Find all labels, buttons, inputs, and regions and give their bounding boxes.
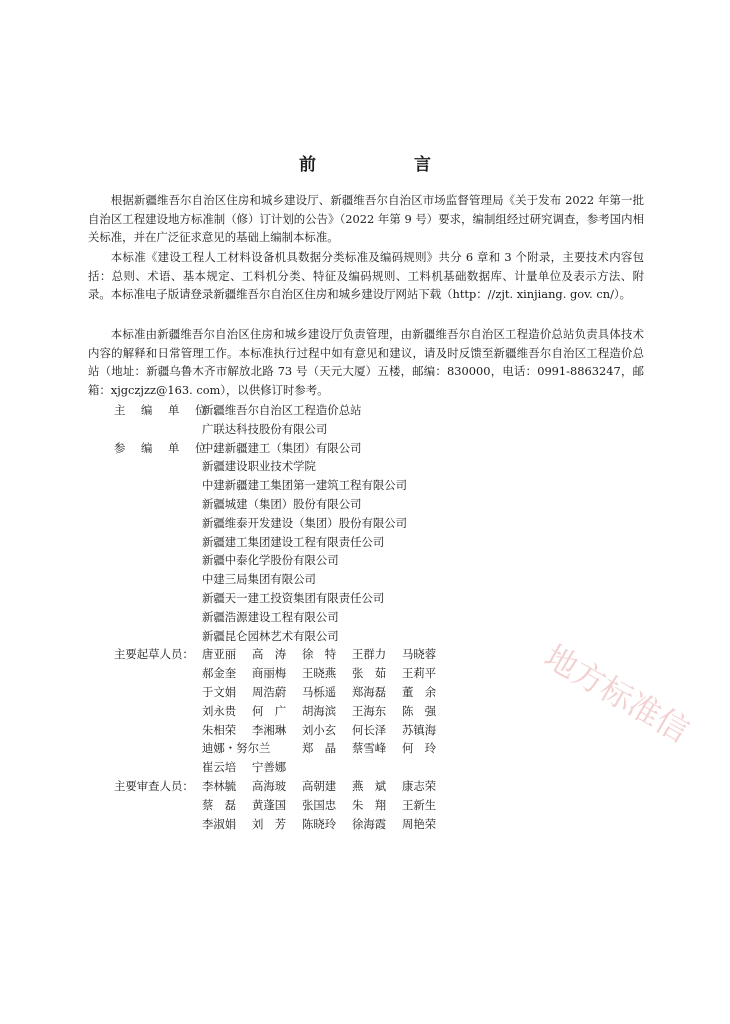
chief-editor-label: 主 编 单 位： xyxy=(114,403,230,417)
org-name: 广联达科技股份有限公司 xyxy=(202,421,328,436)
org-name: 中建三局集团有限公司 xyxy=(202,572,316,587)
person-name: 王莉平 xyxy=(402,666,437,681)
watermark: 地方标准信 xyxy=(538,637,696,751)
person-name: 刘永贵 xyxy=(202,703,237,718)
person-name: 周浩蔚 xyxy=(252,684,287,699)
participating-section xyxy=(114,439,452,646)
person-name: 王群力 xyxy=(352,647,387,662)
preface-paragraph-1: 根据新疆维吾尔自治区住房和城乡建设厅、新疆维吾尔自治区市场监督管理局《关于发布 2022 年第一批自治区工程建设地方标准制（修）订计划的公告》（2022 年第 9 号）要求，编制组经过研究调查，参考国内相关标准，并在广泛征求意见的基础上编制本标准。 xyxy=(88,193,644,245)
person-name: 李淑娟 xyxy=(202,816,237,831)
name-row xyxy=(202,777,452,796)
preface-paragraph-3: 本标准由新疆维吾尔自治区住房和城乡建设厅负责管理，由新疆维吾尔自治区工程造价总站负责具体技术内容的解释和日常管理工作。本标准执行过程中如有意见和建议，请及时反馈至新疆维吾尔自治区工程造价总站（地址：新疆乌鲁木齐市解放北路 73 号（天元大厦）五楼，邮编：830000，电话：0991-8863247，邮箱：xjgczjzz@163. com），以供修订时参考。 xyxy=(88,327,644,397)
name-row xyxy=(202,702,452,721)
person-name: 王新生 xyxy=(402,797,437,812)
person-name: 燕 斌 xyxy=(352,778,387,793)
person-name: 何 广 xyxy=(252,703,287,718)
org-name: 中建新疆建工集团第一建筑工程有限公司 xyxy=(202,478,408,493)
person-name: 何长泽 xyxy=(352,722,387,737)
person-name: 蔡 磊 xyxy=(202,797,237,812)
chief-editor-section xyxy=(114,401,452,439)
person-name: 苏镇海 xyxy=(402,722,437,737)
person-name: 高海玻 xyxy=(252,778,287,793)
person-name: 商丽梅 xyxy=(252,666,287,681)
person-name: 康志荣 xyxy=(402,778,437,793)
person-name: 宁善娜 xyxy=(252,760,287,775)
person-name: 张国忠 xyxy=(302,797,337,812)
person-name: 周艳荣 xyxy=(402,816,437,831)
person-name: 刘小玄 xyxy=(302,722,337,737)
page-title: 前 言 xyxy=(299,155,477,175)
org-name: 新疆建工集团建设工程有限责任公司 xyxy=(202,534,385,549)
person-name: 徐 特 xyxy=(302,647,337,662)
name-row xyxy=(202,683,452,702)
person-name: 蔡雪峰 xyxy=(352,741,387,756)
person-name: 马栎遥 xyxy=(302,684,337,699)
org-name: 新疆天一建工投资集团有限责任公司 xyxy=(202,590,385,605)
reviewers-section xyxy=(114,777,452,833)
person-name: 黄蓬国 xyxy=(252,797,287,812)
drafters-section xyxy=(114,645,452,777)
person-name: 王海东 xyxy=(352,703,387,718)
person-name: 胡海滨 xyxy=(302,703,337,718)
person-name: 马晓蓉 xyxy=(402,647,437,662)
participating-label: 参 编 单 位： xyxy=(114,440,230,455)
chief-editor-orgs xyxy=(202,401,361,439)
name-row xyxy=(202,796,452,815)
person-name: 于文娟 xyxy=(202,684,237,699)
drafters-label: 主要起草人员： xyxy=(114,647,194,662)
org-name: 新疆中泰化学股份有限公司 xyxy=(202,553,339,568)
org-name: 新疆维吾尔自治区工程造价总站 xyxy=(202,403,362,417)
person-name: 朱相荣 xyxy=(202,722,237,737)
person-name: 迪娜・努尔兰 xyxy=(202,741,271,756)
person-name: 徐海霞 xyxy=(352,816,387,831)
org-name: 新疆维泰开发建设（集团）股份有限公司 xyxy=(202,515,408,530)
participating-orgs xyxy=(202,439,407,646)
person-name: 高 涛 xyxy=(252,647,287,662)
person-name: 张 茹 xyxy=(352,666,387,681)
person-name xyxy=(252,739,302,758)
preface-paragraph-2: 本标准《建设工程人工材料设备机具数据分类标准及编码规则》共分 6 章和 3 个附录，主要技术内容包括：总则、术语、基本规定、工料机分类、特征及编码规则、工料机基础数据库、计量单位及表示方法、附录。本标准电子版请登录新疆维吾尔自治区住房和城乡建设厅网站下载（http：//zjt. xinjiang. gov. cn/）。 xyxy=(88,250,644,302)
name-row xyxy=(202,721,452,740)
name-row xyxy=(202,739,452,758)
person-name: 李湘琳 xyxy=(252,722,287,737)
person-name: 郝金奎 xyxy=(202,666,237,681)
org-name: 新疆城建（集团）股份有限公司 xyxy=(202,496,362,511)
name-row xyxy=(202,664,452,683)
person-name: 郑 晶 xyxy=(302,741,337,756)
person-name: 朱 翔 xyxy=(352,797,387,812)
person-name: 陈晓玲 xyxy=(302,816,337,831)
reviewers-list xyxy=(202,777,452,833)
person-name: 王晓燕 xyxy=(302,666,337,681)
drafters-list xyxy=(202,645,452,777)
org-name: 中建新疆建工（集团）有限公司 xyxy=(202,440,362,455)
person-name: 郑海磊 xyxy=(352,684,387,699)
person-name: 陈 强 xyxy=(402,703,437,718)
reviewers-label: 主要审查人员： xyxy=(114,778,194,793)
name-row xyxy=(202,815,452,834)
person-name: 高朝建 xyxy=(302,778,337,793)
person-name: 李林毓 xyxy=(202,778,237,793)
person-name: 董 余 xyxy=(402,684,437,699)
org-name: 新疆昆仑园林艺术有限公司 xyxy=(202,628,339,643)
name-row xyxy=(202,645,452,664)
person-name: 崔云培 xyxy=(202,760,237,775)
person-name: 何 玲 xyxy=(402,741,437,756)
name-row xyxy=(202,758,452,777)
org-name: 新疆建设职业技术学院 xyxy=(202,459,316,474)
credits xyxy=(114,401,452,833)
person-name: 唐亚丽 xyxy=(202,647,237,662)
org-name: 新疆浩源建设工程有限公司 xyxy=(202,609,339,624)
person-name: 刘 芳 xyxy=(252,816,287,831)
